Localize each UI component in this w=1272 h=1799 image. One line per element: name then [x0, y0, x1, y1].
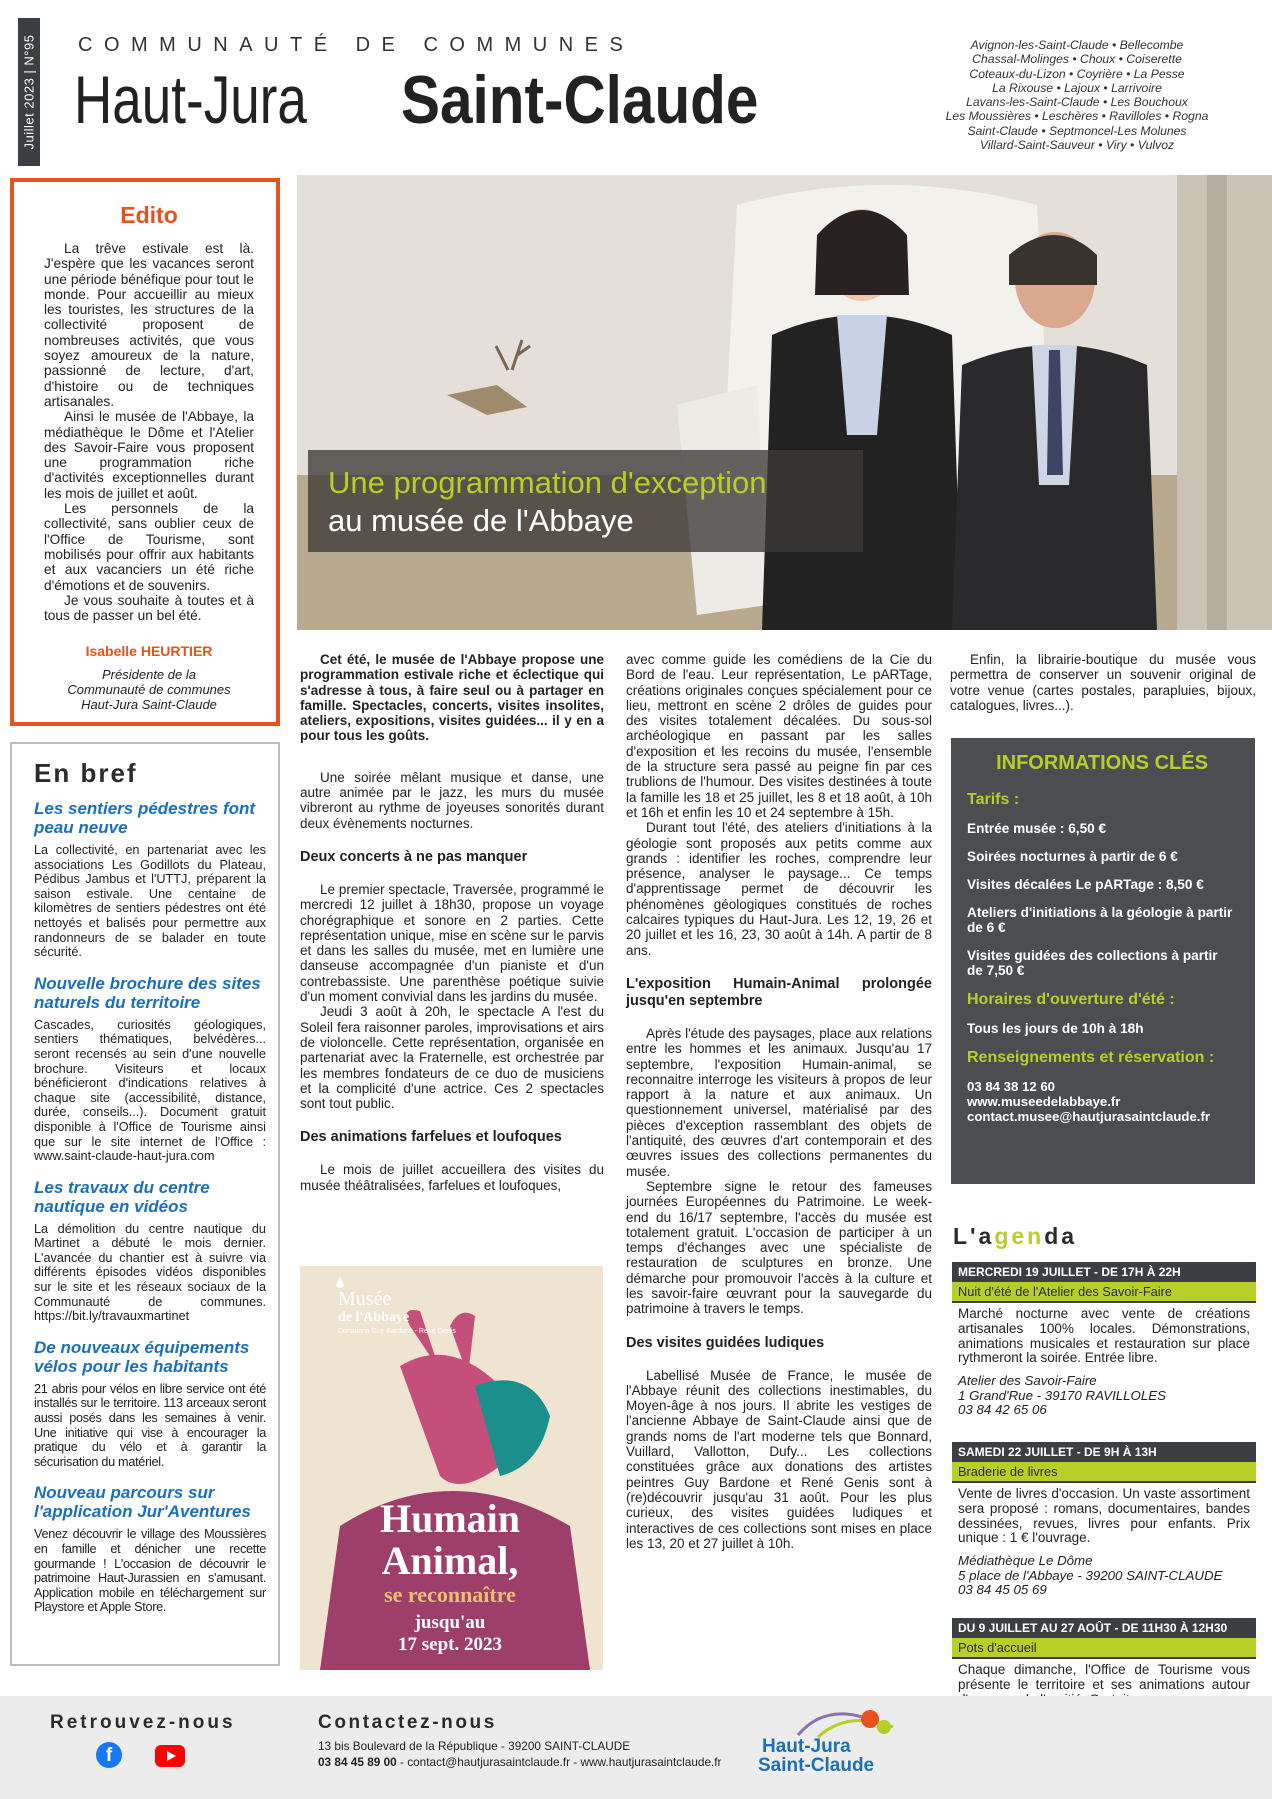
agenda-event-name: Nuit d'été de l'Atelier des Savoir-Faire — [952, 1282, 1256, 1303]
signature-role-line: Haut-Jura Saint-Claude — [81, 697, 217, 713]
horaires-value: Tous les jours de 10h à 18h — [967, 1021, 1144, 1036]
article-paragraph: Le mois de juillet accueillera des visites du musée théâtralisées, farfelues et loufoques, — [300, 1162, 604, 1193]
edito-signature — [44, 643, 254, 712]
communes-line: Lavans-les-Saint-Claude • Les Bouchoux — [966, 95, 1188, 110]
hero-photo — [297, 175, 1272, 630]
poster-museum-sub: de l'Abbaye — [338, 1310, 410, 1325]
agenda-title — [953, 1223, 1077, 1250]
poster-date: 17 sept. 2023 — [398, 1634, 502, 1655]
poster-until-label: jusqu'au — [414, 1612, 486, 1633]
signature-role-line: Communauté de communes — [67, 682, 231, 698]
header-kicker: COMMUNAUTÉ DE COMMUNES — [78, 34, 635, 56]
facebook-icon[interactable]: f — [96, 1742, 122, 1768]
communes-line: Coteaux-du-Lizon • Coyrière • La Pesse — [969, 66, 1185, 81]
hero-title-line1: Une programmation d'exception — [328, 465, 767, 500]
signature-role-line: Présidente de la — [102, 667, 196, 683]
tarif-row: Entrée musée : 6,50 € — [967, 821, 1107, 836]
communes-line: Villard-Saint-Sauveur • Viry • Vulvoz — [979, 138, 1175, 153]
youtube-icon[interactable] — [155, 1745, 185, 1767]
info-website-link[interactable]: www.museedelabbaye.fr — [967, 1094, 1121, 1109]
agenda-event-desc: Marché nocturne avec vente de créations artisanales 100% locales. Démonstrations, animations musicales et restauration sur place rythmeront la soirée. Entrée libre. — [958, 1306, 1250, 1366]
communes-line: Saint-Claude • Septmoncel-Les Molunes — [967, 123, 1187, 138]
bref-item-title: Nouveau parcours sur l'application Jur'Aventures — [34, 1483, 251, 1522]
contact-us-label: Contactez-nous — [318, 1712, 497, 1733]
tarif-row: Soirées nocturnes à partir de 6 € — [967, 849, 1178, 864]
agenda-address-line: Atelier des Savoir-Faire — [958, 1373, 1097, 1389]
agenda-event-date: MERCREDI 19 JUILLET - DE 17H À 22H — [952, 1262, 1256, 1282]
bref-item-text: 21 abris pour vélos en libre service ont été installés sur le territoire. 113 arceaux seront aussi posés dans les semaines à venir. Une initiative qui vise à encourager la pratique du vélo et à garantir la sécurisation du matériel. — [34, 1381, 266, 1469]
article-paragraph: Une soirée mêlant musique et danse, une autre animée par le jazz, les murs du musée vibreront au rythme de joyeuses sonorités durant deux évènements nocturnes. — [300, 769, 604, 831]
agenda-event — [952, 1262, 1256, 1417]
poster-subtitle: se reconnaître — [384, 1582, 516, 1607]
bref-item — [34, 1178, 266, 1324]
bref-item — [34, 1483, 266, 1615]
article-paragraph: Enfin, la librairie-boutique du musée vous permettra de conserver un souvenir original de votre venue (cartes postales, parapluies, bijoux, catalogues, livres...). — [950, 652, 1256, 713]
bref-item-title: Les travaux du centre nautique en vidéos — [34, 1177, 210, 1216]
brand-title-part2: Saint-Claude — [401, 62, 759, 138]
article-lead: Cet été, le musée de l'Abbaye propose une programmation estivale riche et éclectique qui s'adresse à tous, à faire seul ou à partager en famille. Spectacles, concerts, visites insolites, ateliers, expositions, visites guidées... il y en a pour tous les goûts. — [300, 652, 604, 744]
bref-item-title: Nouvelle brochure des sites naturels du territoire — [34, 973, 261, 1012]
bref-item-text: Venez découvrir le village des Moussières en famille et dénicher une recette gourmande ! L'occasion de découvrir le patrimoine Haut-Jurassien en s'amusant. Application mobile en téléchargement sur Playstore et Apple Store. — [34, 1527, 266, 1615]
agenda-address-line: 1 Grand'Rue - 39170 RAVILLOLES — [958, 1387, 1167, 1403]
agenda-event-address — [952, 1374, 1256, 1417]
footer-contact-block — [318, 1738, 722, 1770]
footer-email-web[interactable]: - contact@hautjurasaintclaude.fr - www.hautjurasaintclaude.fr — [396, 1755, 722, 1769]
agenda-event-desc: Vente de livres d'occasion. Un vaste assortiment sera proposé : romans, documentaires, bandes dessinées, revues, livres pour enfants. Prix unique : 1 € l'ouvrage. — [958, 1486, 1250, 1546]
agenda-event-address — [952, 1554, 1256, 1597]
bref-item-text: Cascades, curiosités géologiques, sentiers thématiques, belvédères... seront recensés au sein d'une nouvelle brochure. Visiteurs et locaux bénéficieront d'indications relatives à chaque site (accessibilité, distance, durée, conseils...). Document gratuit disponible à l'Office de Tourisme ainsi que sur le site internet de l'Office : www.saint-claude-haut-jura.com — [34, 1017, 266, 1164]
footer-contact-line — [318, 1754, 722, 1770]
article-subheading: Des animations farfelues et loufoques — [300, 1129, 562, 1146]
article-subheading: Des visites guidées ludiques — [626, 1334, 825, 1351]
brand-logo — [758, 1705, 918, 1783]
agenda-event-name: Braderie de livres — [952, 1462, 1256, 1483]
tarif-row: Visites guidées des collections à partir de 7,50 € — [967, 948, 1218, 978]
signature-role — [44, 667, 254, 712]
poster-museum-small: Donations Guy Bardone - René Genis — [338, 1328, 456, 1335]
tarifs-label: Tarifs : — [967, 791, 1020, 808]
agenda-title-accent: gen — [994, 1223, 1045, 1249]
bref-item — [34, 974, 266, 1164]
agenda-address-line: 03 84 42 65 06 — [958, 1402, 1047, 1417]
edito-paragraph: Les personnels de la collectivité, sans oublier ceux de l'Office de Tourisme, sont mobilisés pour offrir aux habitants et aux vacanciers un été riche d'émotions et de souvenirs. — [44, 501, 254, 593]
signature-name: Isabelle HEURTIER — [85, 643, 213, 660]
key-info-title: INFORMATIONS CLÉS — [996, 752, 1208, 774]
agenda-address-line: Médiathèque Le Dôme — [958, 1553, 1093, 1569]
exhibition-poster — [300, 1266, 603, 1670]
article-column-3 — [950, 652, 1256, 713]
article-paragraph: Septembre signe le retour des fameuses journées Européennes du Patrimoine. Le week-end du 16/17 septembre, l'accès du musée est totalement gratuit. L'occasion de participer à un temps d'échanges avec une spécialiste de restauration de sculptures en bronze. Une démarche pour promouvoir l'accès à la culture et les savoir-faire œuvrant pour la sauvegarde du patrimoine à travers le temps. — [626, 1178, 932, 1317]
bref-item-text: La démolition du centre nautique du Martinet a débuté le mois dernier. L'avancée du chantier est à suivre via différents épisodes vidéos disponibles sur le site et les réseaux sociaux de la Communauté de communes. https://bit.ly/travauxmartinet — [34, 1221, 266, 1324]
article-paragraph: Labellisé Musée de France, le musée de l'Abbaye réunit des collections inestimables, du Moyen-âge à nos jours. Il abrite les vestiges de l'ancienne Abbaye de Saint-Claude ainsi que de grands noms de l'art moderne tels que Bonnard, Vuillard, Vallotton, Dufy... Les collections constituées grâce aux donations des artistes peintres Guy Bardone et René Genis sont à (re)découvrir jusqu'au 31 août. Pour les plus curieux, des visites guidées ludiques et interactives de ces collections sont mises en place les 13, 20 et 27 juillet à 10h. — [626, 1367, 932, 1551]
footer-address: 13 bis Boulevard de la République - 39200 SAINT-CLAUDE — [318, 1739, 631, 1753]
hero-title-line2: au musée de l'Abbaye — [328, 503, 634, 538]
agenda-event-date: SAMEDI 22 JUILLET - DE 9H À 13H — [952, 1442, 1256, 1462]
article-column-1 — [300, 652, 604, 1193]
article-paragraph: Durant tout l'été, des ateliers d'initiations à la géologie sont proposés aux petits comme aux grands : identifier les roches, comprendre leur présence, analyser le paysage... Ce temps d'apprentissage permet de découvrir les phénomènes géologiques constitués de roches calcaires typiques du Haut-Jura. Les 12, 19, 26 et 20 juillet et les 16, 23, 30 août à 14h. A partir de 8 ans. — [626, 820, 932, 958]
communes-line: Chassal-Molinges • Choux • Coiserette — [972, 52, 1182, 67]
bref-item — [34, 799, 266, 960]
brand-title — [74, 60, 854, 140]
communes-list — [912, 38, 1242, 152]
agenda-event-name: Pots d'accueil — [952, 1638, 1256, 1659]
agenda-title-part: da — [1044, 1223, 1078, 1249]
logo-line1: Haut-Jura — [762, 1736, 851, 1757]
issue-band — [18, 18, 40, 166]
agenda-event-desc: Chaque dimanche, l'Office de Tourisme vous présente le territoire et ses animations autour — [958, 1662, 1250, 1692]
bref-item — [34, 1338, 266, 1470]
article-subheading: L'exposition Humain-Animal prolongée jusqu'en septembre — [626, 975, 932, 1009]
communes-line: Avignon-les-Saint-Claude • Bellecombe — [970, 38, 1184, 52]
edito-box — [10, 178, 280, 726]
bref-item-title: Les sentiers pédestres font peau neuve — [34, 799, 256, 837]
poster-museum: Musée — [338, 1288, 392, 1310]
article-column-2 — [626, 652, 932, 1551]
agenda-event — [952, 1442, 1256, 1597]
communes-line: La Rixouse • Lajoux • Larrivoire — [992, 80, 1162, 95]
agenda-address-line: 5 place de l'Abbaye - 39200 SAINT-CLAUDE — [958, 1567, 1223, 1583]
tarif-row: Visites décalées Le pARTage : 8,50 € — [967, 877, 1204, 892]
bref-item-title: De nouveaux équipements vélos pour les habitants — [34, 1337, 250, 1376]
edito-text — [44, 241, 254, 623]
tarif-row: Ateliers d'initiations à la géologie à partir de 6 € — [967, 905, 1233, 935]
article-paragraph: avec comme guide les comédiens de la Cie du Bord de l'eau. Leur représentation, Le pARTage, créations originales conçues spécialement pour ce lieu, mettront en scène 2 drôles de guides pour des visites totalement décalées. Du sous-sol archéologique en passant par les salles d'exposition et les recoins du musée, l'ensemble de la structure sera passé au peigne fin par ces trublions de l'humour. Des visites destinées à toute la famille les 18 et 25 juillet, les 8 et 18 août, à 10h et 16h et enfin les 10 et 24 septembre à 15h. — [626, 652, 932, 820]
edito-paragraph: Ainsi le musée de l'Abbaye, la médiathèque le Dôme et l'Atelier des Savoir-Faire vous proposent une programmation riche d'activités exceptionnelles durant les mois de juillet et août. — [44, 409, 254, 501]
article-paragraph: Jeudi 3 août à 20h, le spectacle A l'est du Soleil fera raisonner paroles, improvisations et airs de violoncelle. Cette représentation, organisée en partenariat avec la Fraternelle, est orchestrée par les membres fondateurs de ce duo de musiciens et la complicité d'une actrice. Ces 2 spectacles sont tout public. — [300, 1004, 604, 1112]
en-bref-box — [10, 742, 280, 1666]
issue-label: Juillet 2023 | N°95 — [21, 34, 37, 150]
key-info-panel — [951, 738, 1255, 1184]
article-paragraph: Après l'étude des paysages, place aux relations entre les hommes et les animaux. Jusqu'au 17 septembre, l'exposition Humain-animal, se reconnaitre interroge les visiteurs à propos de leur rapport à la nature et aux animaux. Un questionnement universel, matérialisé par des pièces d'exception rassemblant des objets de l'antiquité, des œuvres d'art contemporain et des œuvres issues des collections permanentes du musée. — [626, 1025, 932, 1179]
edito-paragraph: La trêve estivale est là. J'espère que les vacances seront une période bénéfique pour tout le monde. Pour accueillir au mieux les touristes, les structures de la collectivité proposent de nombreuses activités, que vous soyez amoureux de la nature, passionné de lecture, d'art, d'histoire ou de techniques artisanales. — [44, 241, 254, 409]
info-phone: 03 84 38 12 60 — [967, 1079, 1055, 1094]
hero-photo-illustration — [297, 175, 1272, 630]
poster-until — [320, 1612, 580, 1656]
edito-title: Edito — [120, 202, 178, 228]
logo-line2: Saint-Claude — [758, 1755, 875, 1776]
agenda-address-line: 03 84 45 05 69 — [958, 1582, 1047, 1597]
follow-us-label: Retrouvez-nous — [50, 1712, 236, 1733]
agenda-event-date: DU 9 JUILLET AU 27 AOÛT - DE 11H30 À 12H30 — [952, 1618, 1256, 1638]
poster-title: Humain Animal, — [379, 1496, 521, 1583]
en-bref-title: En bref — [34, 758, 138, 788]
agenda-title-part: L'a — [953, 1223, 995, 1249]
resa-label: Renseignements et réservation : — [967, 1049, 1215, 1066]
edito-paragraph: Je vous souhaite à toutes et à tous de passer un bel été. — [44, 592, 254, 624]
bref-item-text: La collectivité, en partenariat avec les associations Les Godillots du Plateau, Pédibus Jambus et l'UTTJ, préparent la saison estivale. Une centaine de kilomètres de sentiers pédestres ont été nettoyés et balisés pour permettre aux randonneurs de se balader en toute sécurité. — [34, 843, 266, 960]
info-email-link[interactable]: contact.musee@hautjurasaintclaude.fr — [967, 1109, 1210, 1124]
article-paragraph: Le premier spectacle, Traversée, programmé le mercredi 12 juillet à 18h30, propose un voyage chorégraphique et sonore en 2 parties. Cette représentation unique, mise en scène sur le parvis et dans les salles du musée, met en lumière une danseuse accompagnée d'un pianiste et d'un contrebassiste. Une parenthèse poétique suivie d'un moment convivial dans les jardins du musée. — [300, 881, 604, 1005]
article-subheading: Deux concerts à ne pas manquer — [300, 848, 528, 865]
horaires-label: Horaires d'ouverture d'été : — [967, 991, 1175, 1008]
poster-illustration — [300, 1266, 603, 1670]
communes-line: Les Moussières • Leschères • Ravilloles • Rogna — [945, 109, 1209, 124]
hero-title-box — [308, 450, 863, 552]
footer-phone: 03 84 45 89 00 — [318, 1755, 397, 1769]
brand-title-part1: Haut-Jura — [74, 62, 307, 138]
